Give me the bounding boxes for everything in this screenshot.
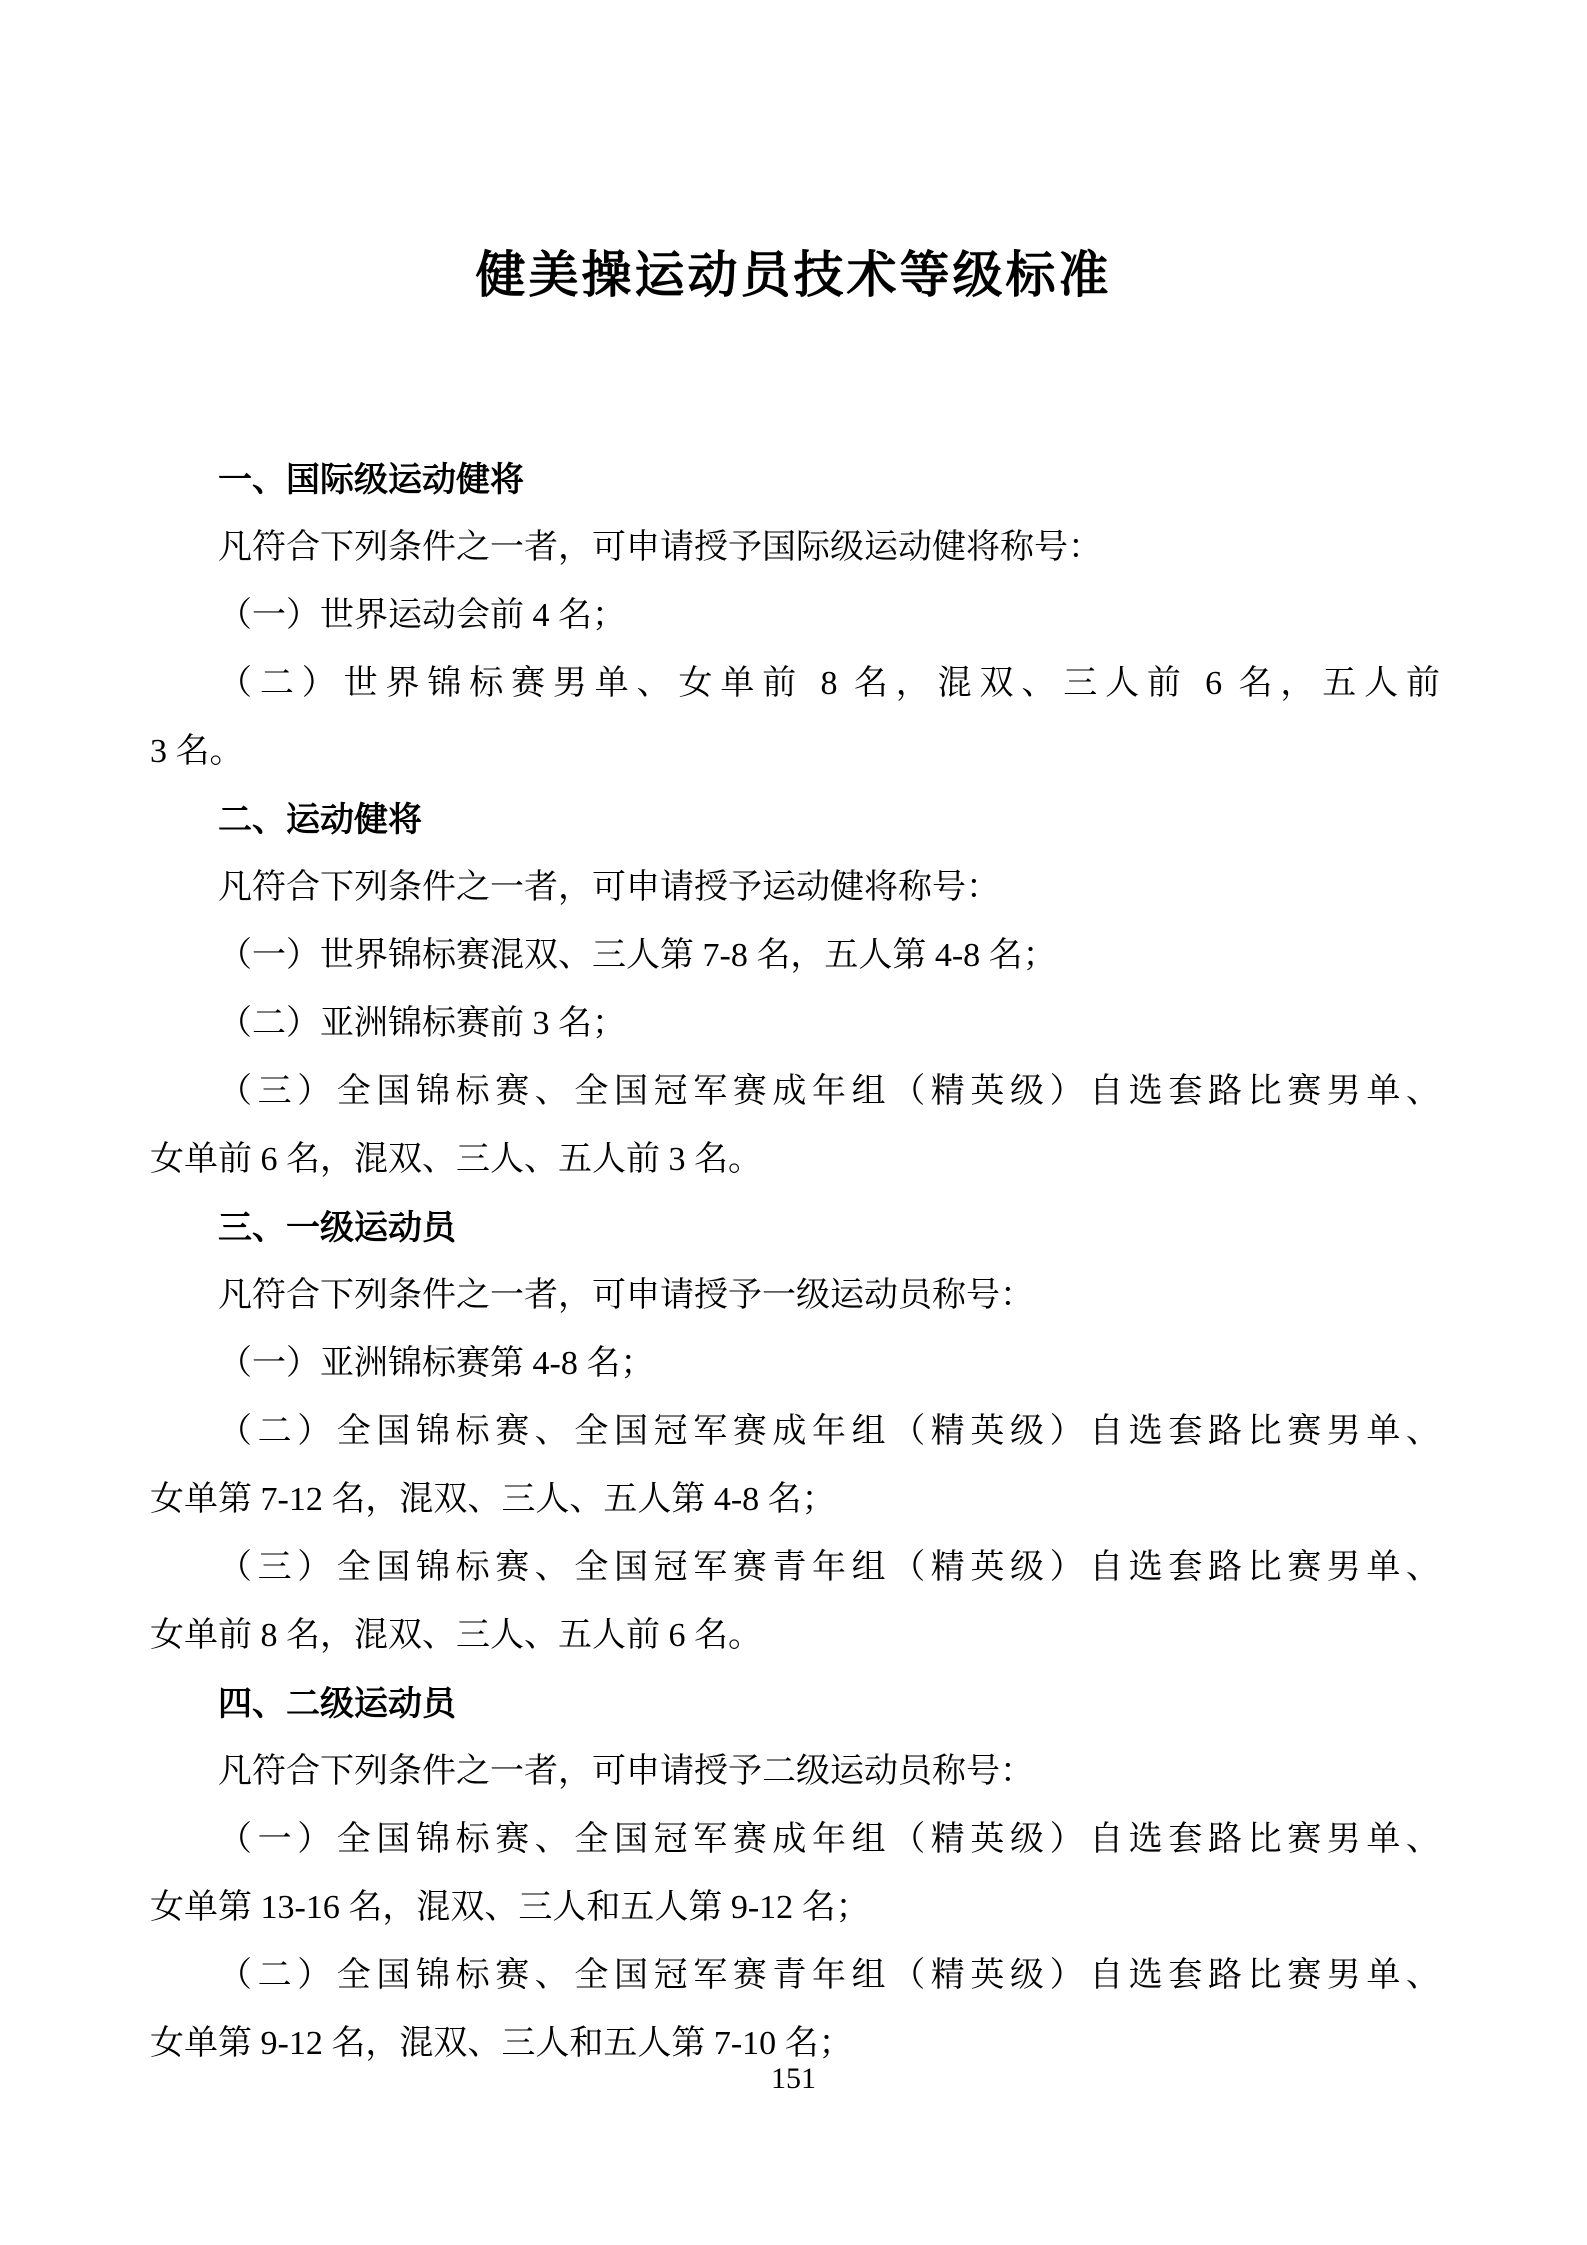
page-number: 151: [771, 2062, 816, 2095]
text-line: 女单第 13-16 名，混双、三人和五人第 9-12 名；: [150, 1889, 870, 1926]
section-heading: 四、二级运动员: [218, 1685, 456, 1723]
text-line: （三）全国锦标赛、全国冠军赛成年组（精英级）自选套路比赛男单、: [218, 1073, 1440, 1110]
text-line: 凡符合下列条件之一者，可申请授予运动健将称号：: [218, 869, 1000, 906]
text-line: （二）亚洲锦标赛前 3 名；: [218, 1005, 626, 1042]
text-line: （三）全国锦标赛、全国冠军赛青年组（精英级）自选套路比赛男单、: [218, 1549, 1440, 1586]
text-line: （一）全国锦标赛、全国冠军赛成年组（精英级）自选套路比赛男单、: [218, 1821, 1440, 1858]
document-body: [150, 463, 1440, 2095]
text-line: 凡符合下列条件之一者，可申请授予国际级运动健将称号：: [218, 529, 1102, 566]
section-heading: 三、一级运动员: [218, 1209, 456, 1247]
text-line: （二）全国锦标赛、全国冠军赛青年组（精英级）自选套路比赛男单、: [218, 1957, 1440, 1994]
section-heading: 一、国际级运动健将: [218, 461, 524, 499]
text-line: （二）全国锦标赛、全国冠军赛成年组（精英级）自选套路比赛男单、: [218, 1413, 1440, 1450]
text-line: 女单前 6 名，混双、三人、五人前 3 名。: [150, 1141, 762, 1178]
section-heading: 二、运动健将: [218, 801, 422, 839]
text-line: 3 名。: [150, 733, 244, 770]
text-line: （二）世界锦标赛男单、女单前 8 名，混双、三人前 6 名，五人前: [218, 665, 1440, 702]
text-line: 女单第 9-12 名，混双、三人和五人第 7-10 名；: [150, 2025, 853, 2062]
text-line: 女单第 7-12 名，混双、三人、五人第 4-8 名；: [150, 1481, 836, 1518]
text-line: （一）世界运动会前 4 名；: [218, 597, 626, 634]
text-line: 女单前 8 名，混双、三人、五人前 6 名。: [150, 1617, 762, 1654]
text-line: 凡符合下列条件之一者，可申请授予一级运动员称号：: [218, 1277, 1034, 1314]
document-title: 健美操运动员技术等级标准: [475, 247, 1112, 303]
text-line: （一）亚洲锦标赛第 4-8 名；: [218, 1345, 655, 1382]
text-line: （一）世界锦标赛混双、三人第 7-8 名，五人第 4-8 名；: [218, 937, 1057, 974]
text-line: 凡符合下列条件之一者，可申请授予二级运动员称号：: [218, 1753, 1034, 1790]
